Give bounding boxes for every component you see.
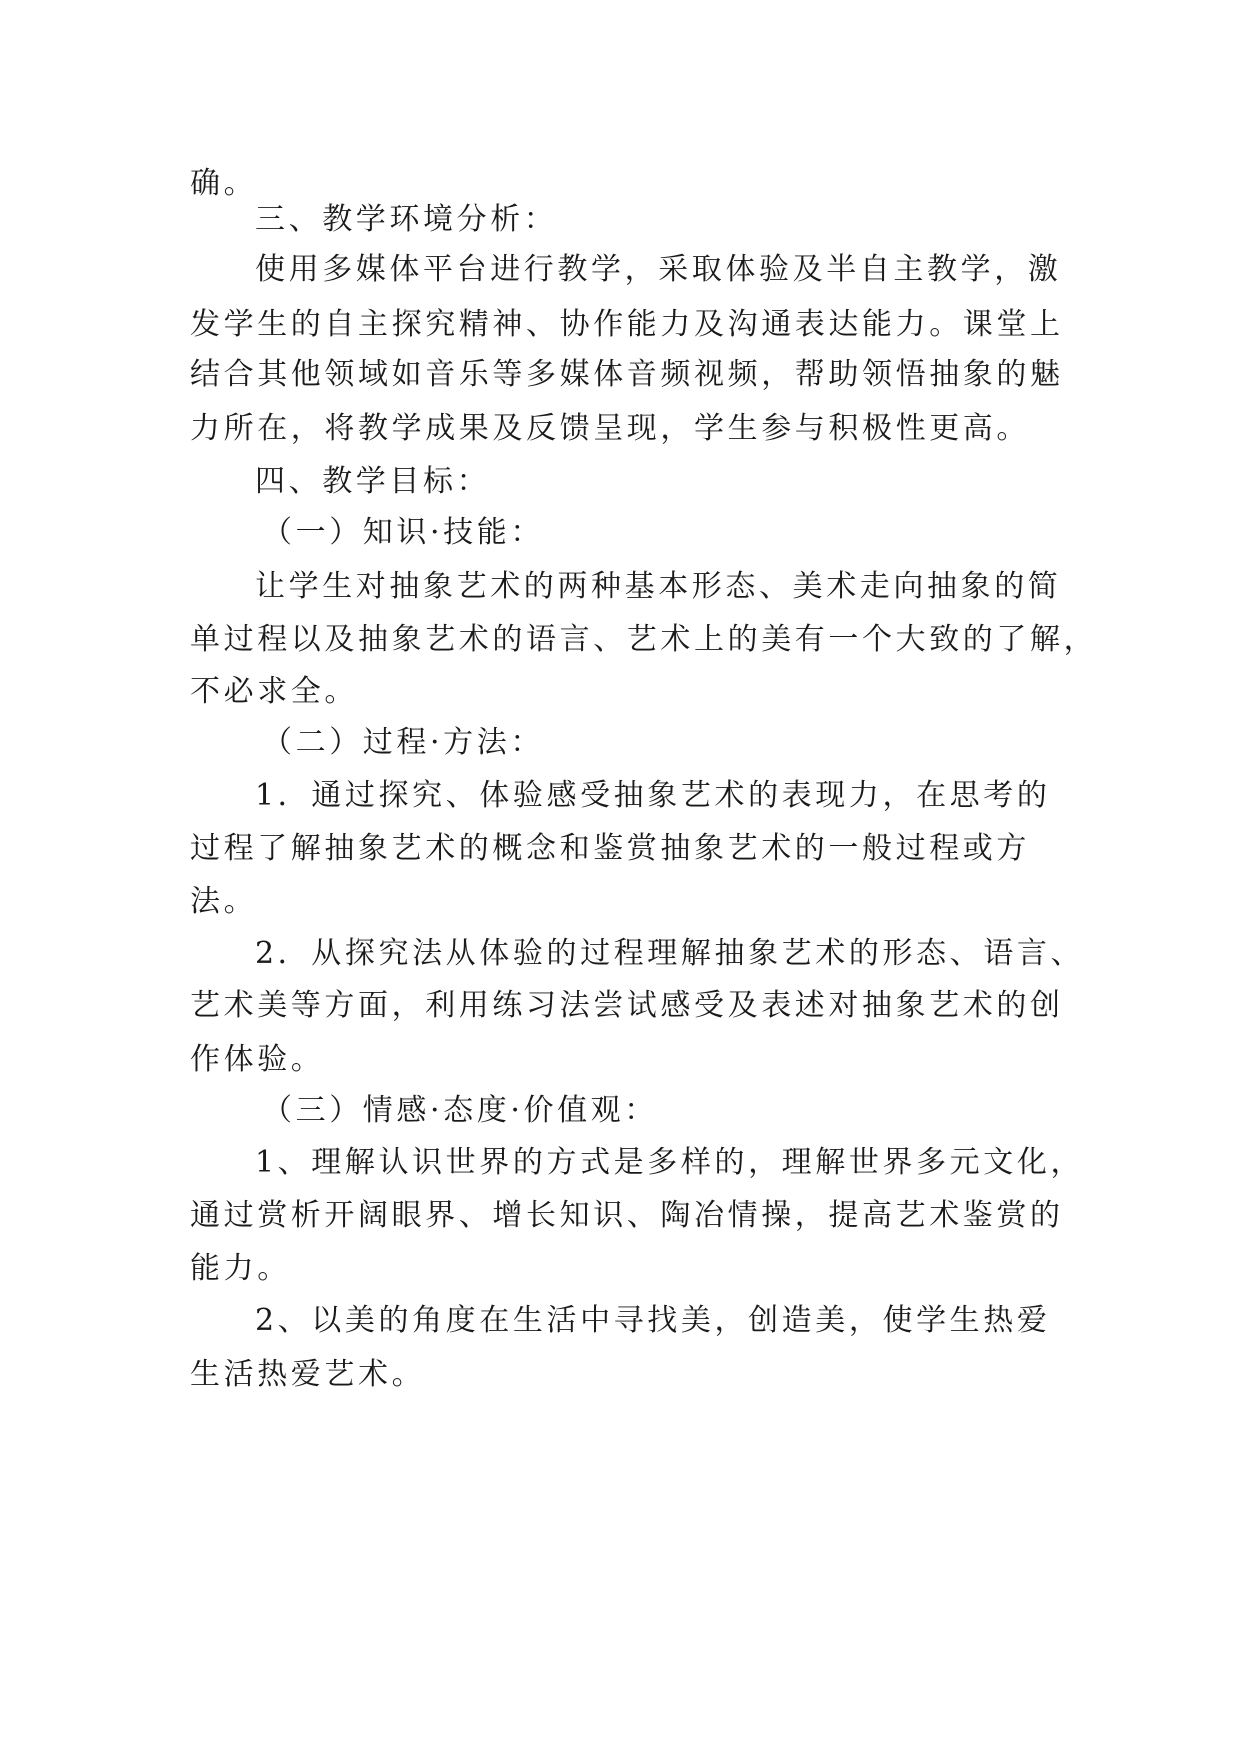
paragraph-line: 让学生对抽象艺术的两种基本形态、美术走向抽象的简 (255, 569, 1062, 604)
paragraph-line: 2、以美的角度在生活中寻找美，创造美，使学生热爱 (255, 1303, 1051, 1338)
paragraph-line: 使用多媒体平台进行教学，采取体验及半自主教学，激 (255, 252, 1062, 287)
paragraph-line: 发学生的自主探究精神、协作能力及沟通表达能力。课堂上 (190, 307, 1064, 342)
paragraph-line: 不必求全。 (190, 674, 358, 709)
section-heading: 三、教学环境分析： (255, 202, 558, 237)
paragraph-line: 能力。 (190, 1251, 291, 1286)
paragraph-line: 2．从探究法从体验的过程理解抽象艺术的形态、语言、 (255, 936, 1085, 971)
paragraph-line: 单过程以及抽象艺术的语言、艺术上的美有一个大致的了解， (190, 622, 1098, 657)
subsection-heading: （一）知识·技能： (262, 515, 544, 550)
subsection-heading: （三）情感·态度·价值观： (262, 1093, 658, 1128)
paragraph-line: 结合其他领域如音乐等多媒体音频视频，帮助领悟抽象的魅 (190, 357, 1064, 392)
paragraph-line: 法。 (190, 884, 258, 919)
paragraph-line: 确。 (190, 166, 258, 201)
paragraph-line: 通过赏析开阔眼界、增长知识、陶冶情操，提高艺术鉴赏的 (190, 1198, 1064, 1233)
paragraph-line: 生活热爱艺术。 (190, 1357, 426, 1392)
paragraph-line: 艺术美等方面，利用练习法尝试感受及表述对抽象艺术的创 (190, 988, 1064, 1023)
subsection-heading: （二）过程·方法： (262, 725, 544, 760)
paragraph-line: 过程了解抽象艺术的概念和鉴赏抽象艺术的一般过程或方 (190, 831, 1030, 866)
section-heading: 四、教学目标： (255, 464, 491, 499)
paragraph-line: 力所在，将教学成果及反馈呈现，学生参与积极性更高。 (190, 411, 1030, 446)
paragraph-line: 1、理解认识世界的方式是多样的，理解世界多元文化， (255, 1145, 1085, 1180)
paragraph-line: 1．通过探究、体验感受抽象艺术的表现力，在思考的 (255, 778, 1051, 813)
paragraph-line: 作体验。 (190, 1042, 325, 1077)
